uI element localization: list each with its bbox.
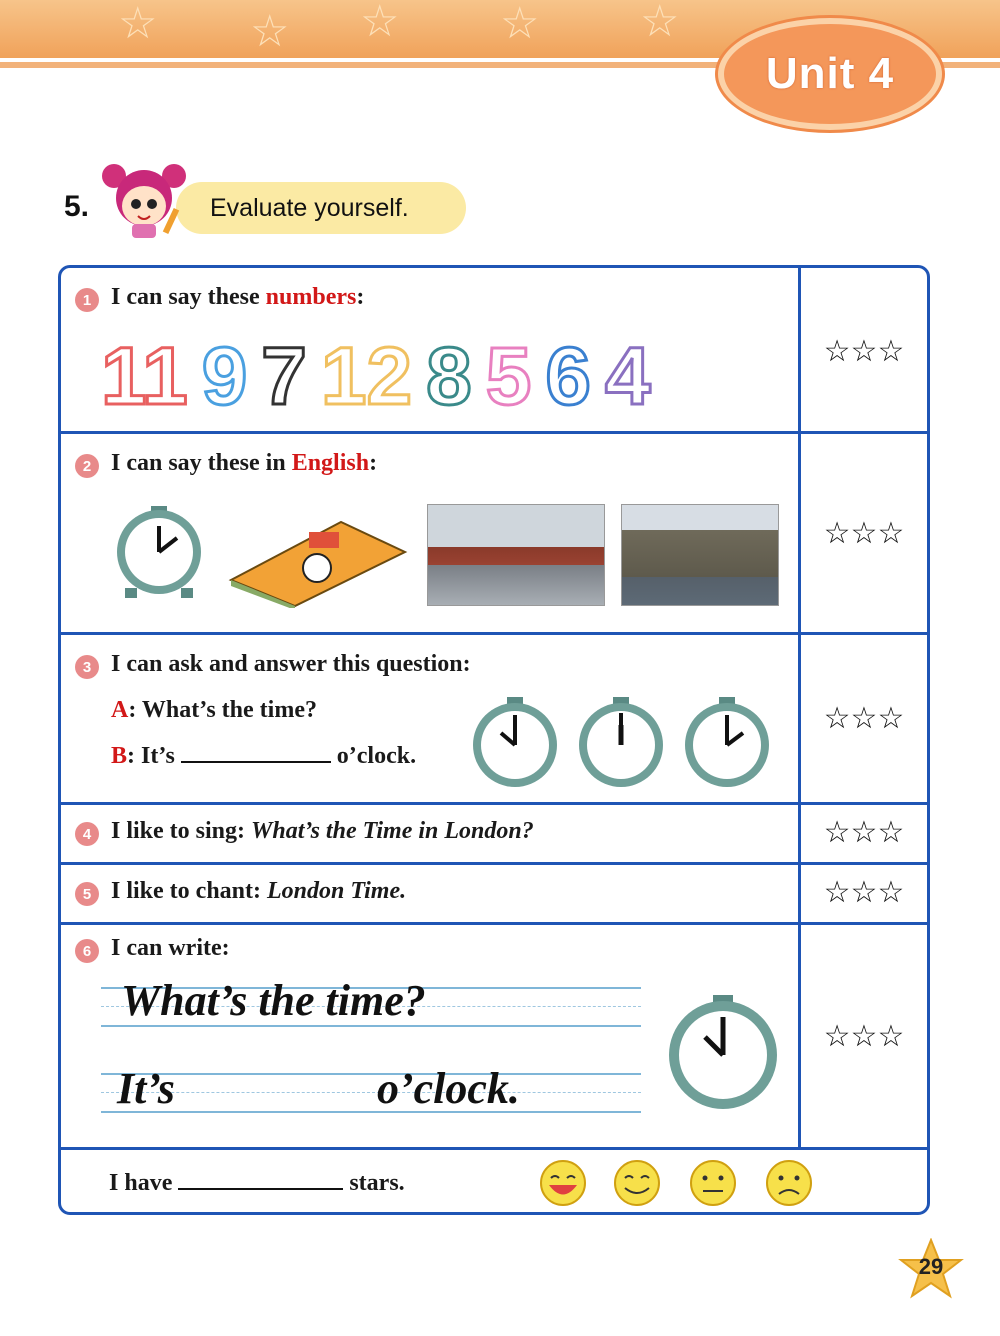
- sad-face-icon[interactable]: [763, 1158, 815, 1208]
- chant-title: London Time.: [267, 878, 407, 904]
- star-rating[interactable]: ☆☆☆: [823, 815, 905, 850]
- storybook-icon: [221, 518, 411, 608]
- handwriting-line-1: What’s the time?: [121, 976, 426, 1025]
- clock-twelve-icon: [573, 697, 669, 789]
- star-rating[interactable]: ☆☆☆: [823, 516, 905, 551]
- row-chant: [61, 865, 927, 925]
- number-11: 11: [101, 331, 188, 422]
- clock-two-icon: [679, 697, 775, 789]
- star-rating[interactable]: ☆☆☆: [823, 875, 905, 910]
- row-badge: 2: [75, 454, 99, 478]
- decor-star-icon: ☆: [118, 0, 158, 49]
- tiananmen-photo: [427, 504, 605, 606]
- alarm-clock-icon: [107, 504, 211, 600]
- decor-star-icon: ☆: [500, 0, 540, 49]
- row-english: [61, 434, 927, 635]
- evaluation-table: [58, 265, 930, 1215]
- number-6: 6: [545, 331, 591, 422]
- decor-star-icon: ☆: [640, 0, 680, 47]
- row-badge: 5: [75, 882, 99, 906]
- decor-star-icon: ☆: [250, 6, 290, 57]
- stars-blank[interactable]: [178, 1188, 343, 1190]
- star-rating[interactable]: ☆☆☆: [823, 334, 905, 369]
- star-rating[interactable]: ☆☆☆: [823, 1019, 905, 1054]
- number-4: 4: [604, 331, 651, 422]
- row-badge: 6: [75, 939, 99, 963]
- section-title: Evaluate yourself.: [210, 193, 409, 222]
- row-title: I can say these in English:: [111, 450, 378, 476]
- row-badge: 1: [75, 288, 99, 312]
- smiling-face-icon[interactable]: [611, 1158, 663, 1208]
- star-rating[interactable]: ☆☆☆: [823, 701, 905, 736]
- answer-b: B: It’s o’clock.: [111, 743, 417, 769]
- writing-line: [101, 1073, 641, 1113]
- row-badge: 4: [75, 822, 99, 846]
- page-number: 29: [918, 1254, 944, 1279]
- question-a: A: What’s the time?: [111, 697, 317, 723]
- row-question: [61, 635, 927, 805]
- number-5: 5: [485, 331, 532, 422]
- handwriting-its: It’s: [117, 1064, 175, 1113]
- row-title: I can say these numbers:: [111, 284, 365, 310]
- number-12: 12: [320, 331, 413, 422]
- number-7: 7: [261, 331, 307, 422]
- section-title-pill: [176, 182, 466, 234]
- handwriting-oclock: o’clock.: [377, 1064, 520, 1113]
- clock-ten-icon: [661, 995, 785, 1111]
- row-title: I like to sing: What’s the Time in London?: [111, 818, 534, 844]
- answer-blank[interactable]: [181, 761, 331, 763]
- row-numbers: [61, 268, 927, 434]
- unit-badge: [718, 18, 942, 130]
- song-title: What’s the Time in London?: [251, 818, 534, 844]
- highlight-word: numbers: [265, 284, 357, 310]
- mascot-girl-icon: [96, 158, 192, 242]
- row-sing: [61, 805, 927, 865]
- number-9: 9: [201, 331, 248, 422]
- clock-ten-icon: [467, 697, 563, 789]
- laughing-face-icon[interactable]: [537, 1158, 589, 1208]
- row-title: I like to chant: London Time.: [111, 878, 407, 904]
- row-title: I can ask and answer this question:: [111, 651, 471, 677]
- neutral-face-icon[interactable]: [687, 1158, 739, 1208]
- unit-label: Unit 4: [765, 49, 895, 98]
- row-title: I can write:: [111, 935, 230, 961]
- row-badge: 3: [75, 655, 99, 679]
- section-number: 5.: [64, 190, 90, 223]
- row-write: [61, 925, 927, 1150]
- stars-total: I have stars.: [109, 1170, 405, 1196]
- decor-star-icon: ☆: [360, 0, 400, 47]
- highlight-word: English: [291, 450, 370, 476]
- number-list: [101, 331, 651, 422]
- number-8: 8: [426, 331, 472, 422]
- big-ben-photo: [621, 504, 779, 606]
